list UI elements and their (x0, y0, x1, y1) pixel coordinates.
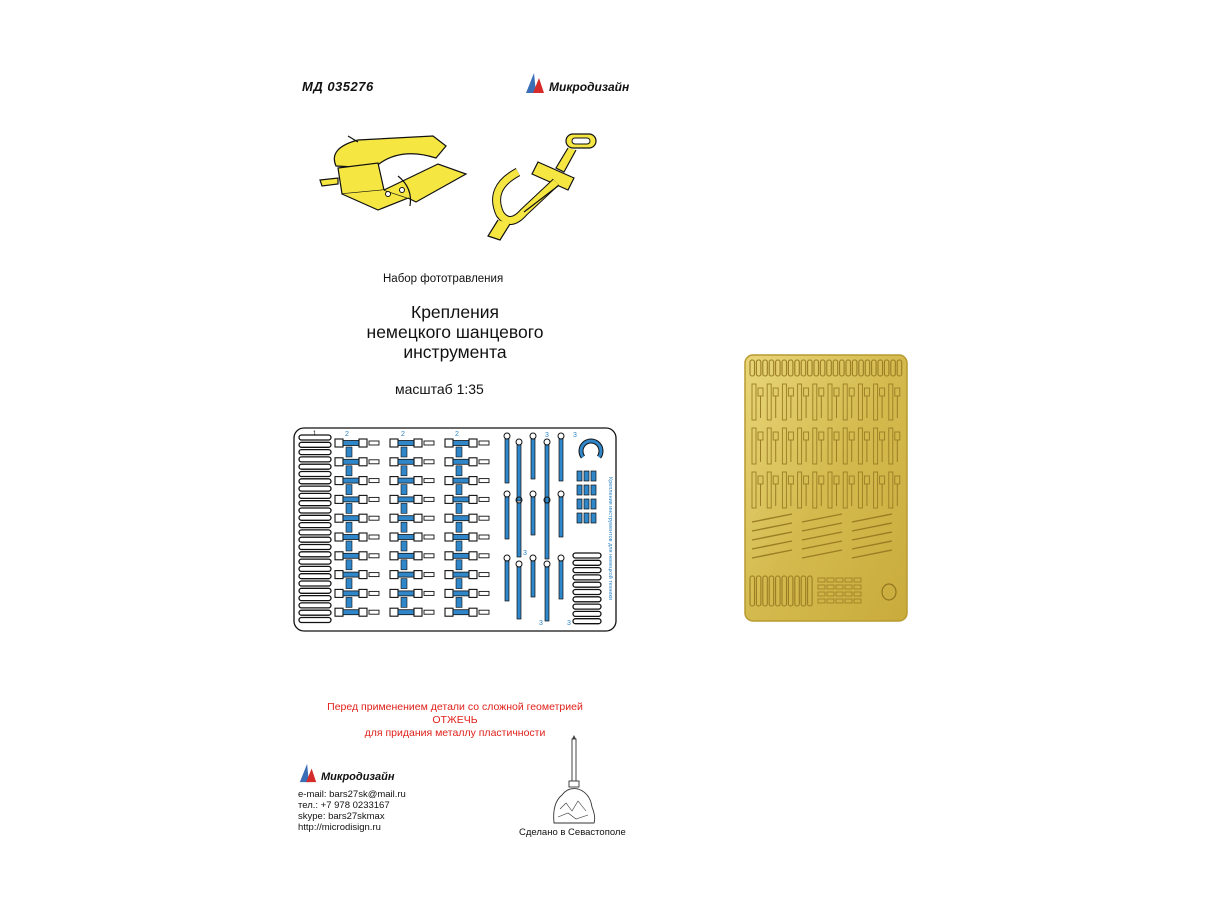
product-title (320, 302, 590, 362)
monument-icon (548, 733, 598, 825)
contact-site: http://microdisign.ru (298, 822, 381, 833)
product-code: МД 035276 (302, 79, 374, 94)
part-number-2c: 2 (455, 431, 459, 438)
fret-outline (294, 428, 616, 631)
title-line-3: инструмента (403, 342, 507, 362)
part-number-1: 1 (313, 431, 317, 437)
contact-skype: skype: bars27skmax (298, 811, 385, 822)
clamp-illustration (318, 128, 468, 238)
part-number-2a: 2 (345, 431, 349, 438)
title-line-1: Крепления (411, 302, 499, 322)
brand-sail-icon (298, 763, 318, 783)
part-number-3b: 3 (545, 432, 549, 439)
warning-line-1: Перед применением детали со сложной геометрией (327, 701, 583, 713)
brand-logo-top (524, 72, 629, 94)
part-number-3f: 3 (567, 620, 571, 627)
fret-photo (744, 354, 908, 622)
warning-line-3: для придания металлу пластичности (364, 727, 546, 739)
fret-side-label: Крепления инструментов для немецкой техники (607, 477, 613, 600)
brand-logo-bottom (298, 763, 395, 783)
brand-name: Микродизайн (549, 80, 630, 94)
part-number-3e: 3 (539, 620, 543, 627)
scale-label: масштаб 1:35 (395, 381, 484, 397)
part-number-2b: 2 (401, 431, 405, 438)
contact-email: e-mail: bars27sk@mail.ru (298, 789, 406, 800)
strap-illustration (478, 128, 608, 243)
brand-sail-icon (524, 72, 546, 94)
contacts-block (298, 789, 406, 833)
part-number-3d: 3 (523, 550, 527, 557)
part-number-3a: 3 (517, 450, 521, 457)
contact-phone: тел.: +7 978 0233167 (298, 800, 390, 811)
fret-diagram (293, 427, 618, 633)
warning-line-2: ОТЖЕЧЬ (432, 714, 478, 726)
title-line-2: немецкого шанцевого (366, 322, 544, 342)
product-kind: Набор фототравления (383, 273, 504, 285)
part-number-3c: 3 (573, 432, 577, 439)
made-in-label: Сделано в Севастополе (519, 827, 626, 838)
brand-name: Микродизайн (321, 771, 395, 783)
